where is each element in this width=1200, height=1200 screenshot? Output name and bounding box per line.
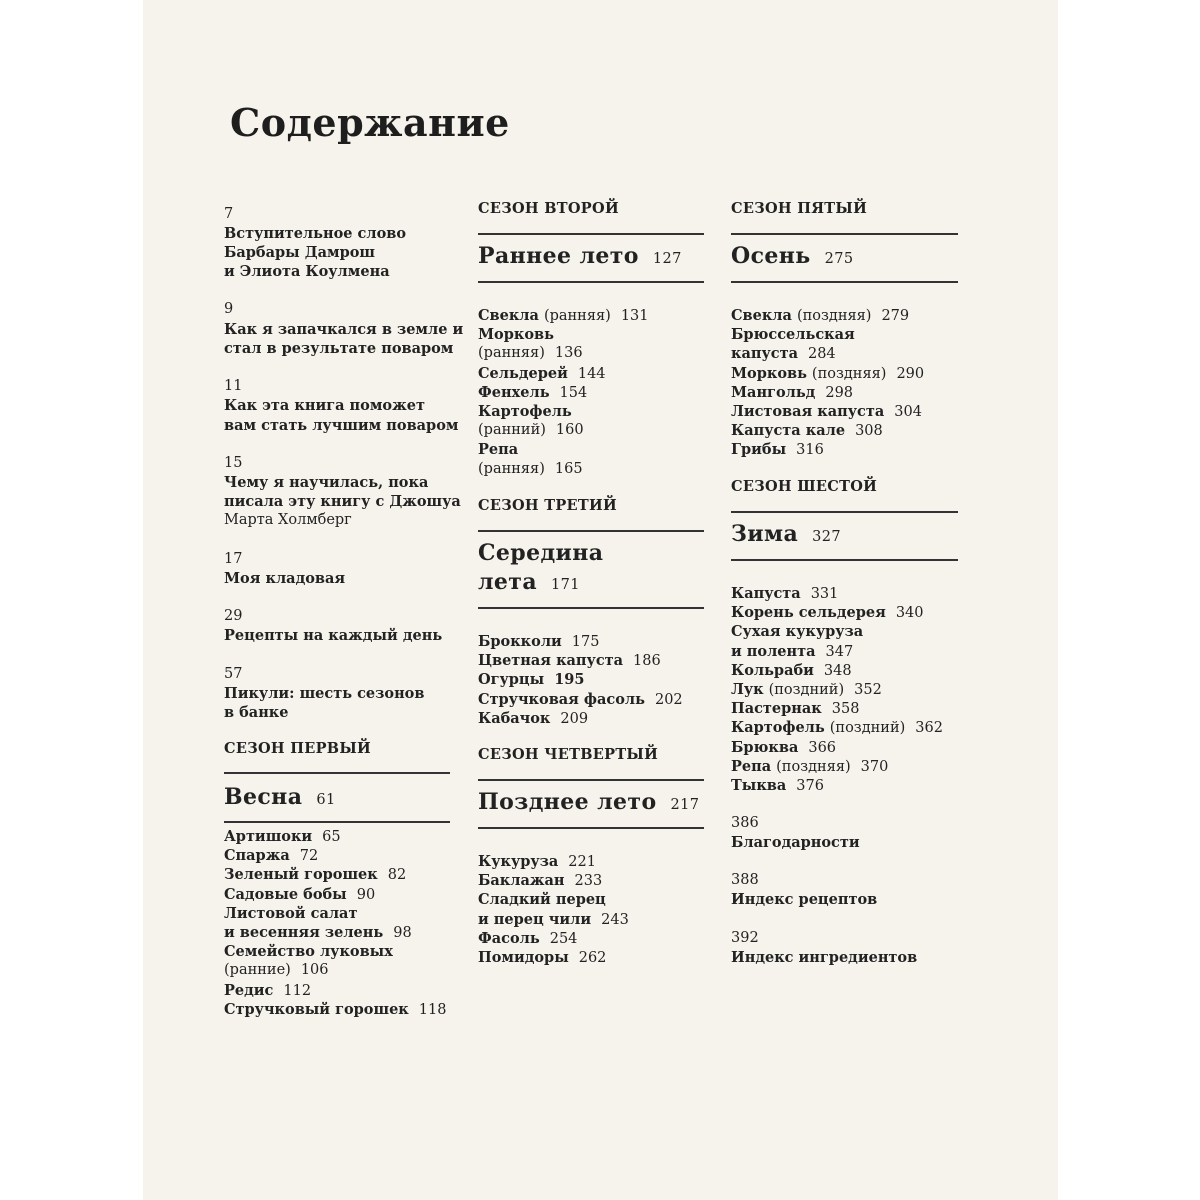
entry-page: 298 <box>825 384 854 401</box>
toc-entry <box>224 885 375 905</box>
entry-title: и перец чили <box>478 910 592 928</box>
toc-entry <box>478 632 599 652</box>
entry-title: Фасоль <box>478 929 540 947</box>
toc-entry <box>478 440 518 460</box>
entry-title: Баклажан <box>478 872 565 890</box>
entry-page: 165 <box>554 460 583 477</box>
divider <box>731 281 958 283</box>
entry-page: 348 <box>823 662 852 679</box>
entry-qualifier: (поздняя) <box>776 758 851 775</box>
toc-entry <box>478 910 629 930</box>
toc-entry <box>224 981 311 1001</box>
entry-page: 186 <box>633 653 661 670</box>
season-page: 61 <box>316 792 336 808</box>
toc-entry <box>478 871 602 891</box>
intro-title: и Элиота Коулмена <box>224 263 390 280</box>
entry-title: и полента <box>731 642 816 660</box>
outro-page: 392 <box>731 930 759 946</box>
toc-entry <box>731 738 836 758</box>
entry-page: 340 <box>895 605 924 622</box>
toc-entry <box>731 325 855 345</box>
entry-page: 175 <box>571 634 600 650</box>
entry-page: 72 <box>299 848 319 865</box>
intro-page: 17 <box>224 551 243 567</box>
entry-page: 90 <box>356 886 376 903</box>
entry-title: капуста <box>731 345 798 363</box>
outro-title: Индекс рецептов <box>731 891 878 908</box>
toc-entry <box>224 904 357 924</box>
divider <box>731 559 958 561</box>
toc-entry <box>478 929 577 949</box>
entry-title: Пастернак <box>731 700 822 718</box>
season-label: СЕЗОН ТРЕТИЙ <box>478 497 617 514</box>
season-page: 127 <box>652 251 682 267</box>
entry-qualifier: (ранние) <box>224 962 291 979</box>
entry-page: 144 <box>577 365 606 382</box>
entry-qualifier: (поздний) <box>829 720 906 737</box>
intro-title: Чему я научилась, пока <box>224 474 429 491</box>
entry-page: 98 <box>393 925 412 941</box>
entry-page: 243 <box>601 911 629 928</box>
entry-title: Цветная капуста <box>478 652 624 670</box>
divider <box>224 821 450 823</box>
intro-page: 15 <box>224 455 243 471</box>
season-name: Осень <box>731 243 811 269</box>
entry-title: Листовая капуста <box>731 403 885 420</box>
toc-entry <box>224 923 412 943</box>
entry-title: Лук <box>731 681 764 698</box>
intro-page: 57 <box>224 666 243 682</box>
entry-qualifier: (поздняя) <box>811 365 887 382</box>
entry-page: 358 <box>831 701 860 718</box>
toc-entry <box>478 670 584 690</box>
toc-entry <box>731 421 883 441</box>
entry-title: Картофель <box>731 719 825 737</box>
intro-title: Барбары Дамрош <box>224 244 375 261</box>
entry-page: 376 <box>796 778 824 794</box>
toc-entry <box>478 948 606 968</box>
entry-title: Зеленый горошек <box>224 866 378 884</box>
entry-page: 284 <box>807 346 836 363</box>
entry-page: 209 <box>560 710 589 727</box>
toc-entry <box>478 460 583 479</box>
divider <box>224 772 450 774</box>
season-name: Зима <box>731 521 799 547</box>
season-page: 275 <box>824 251 854 267</box>
entry-page: 195 <box>554 671 585 689</box>
entry-title: Тыква <box>731 777 787 794</box>
season-heading <box>731 242 853 273</box>
entry-title: Артишоки <box>224 828 313 845</box>
toc-entry <box>478 306 649 326</box>
entry-qualifier: (поздний) <box>768 682 845 698</box>
toc-entry <box>478 709 588 729</box>
entry-title: Сухая кукуруза <box>731 623 864 641</box>
toc-entry <box>731 718 943 738</box>
entry-page: 308 <box>855 423 883 440</box>
season-label: СЕЗОН ПЯТЫЙ <box>731 200 868 217</box>
entry-page: 304 <box>894 404 922 420</box>
entry-page: 347 <box>825 643 854 660</box>
toc-entry <box>224 846 318 866</box>
entry-title: Огурцы <box>478 671 545 689</box>
intro-title: Моя кладовая <box>224 570 346 587</box>
entry-page: 106 <box>300 962 329 979</box>
outro-title: Индекс ингредиентов <box>731 949 918 966</box>
toc-entry <box>731 757 888 777</box>
toc-entry <box>478 890 606 910</box>
entry-title: Садовые бобы <box>224 885 347 903</box>
divider <box>478 827 704 829</box>
entry-page: 202 <box>654 691 683 708</box>
toc-entry <box>224 865 406 885</box>
toc-entry <box>731 383 853 403</box>
toc-entry <box>224 827 341 847</box>
season-heading <box>478 788 699 819</box>
entry-page: 154 <box>559 384 588 401</box>
toc-entry <box>478 651 661 671</box>
season-page: 217 <box>670 797 700 813</box>
season-label: СЕЗОН ПЕРВЫЙ <box>224 740 372 757</box>
season-label: СЕЗОН ВТОРОЙ <box>478 200 619 217</box>
page-title: Содержание <box>230 100 510 145</box>
entry-qualifier: (поздняя) <box>796 308 872 324</box>
toc-entry <box>478 852 596 872</box>
divider <box>478 530 704 532</box>
entry-title: Брокколи <box>478 633 562 650</box>
intro-page: 7 <box>224 206 234 222</box>
toc-entry <box>731 402 922 422</box>
entry-page: 290 <box>896 365 925 382</box>
entry-page: 82 <box>387 867 407 884</box>
divider <box>478 281 704 283</box>
intro-title: писала эту книгу с Джошуа <box>224 493 461 510</box>
season-heading: Середина <box>478 540 604 566</box>
toc-entry <box>731 584 838 604</box>
divider <box>478 607 704 609</box>
toc-entry <box>731 680 882 700</box>
entry-title: Капуста <box>731 585 801 602</box>
entry-title: Сладкий перец <box>478 891 606 909</box>
intro-title: в банке <box>224 704 289 721</box>
entry-title: Капуста кале <box>731 422 846 440</box>
entry-title: Стручковая фасоль <box>478 690 645 708</box>
entry-page: 118 <box>418 1001 447 1018</box>
toc-entry <box>731 661 852 681</box>
entry-page: 352 <box>854 682 882 698</box>
season-name: Позднее лето <box>478 789 657 815</box>
entry-page: 331 <box>810 586 839 602</box>
season-heading <box>478 242 682 273</box>
intro-page: 9 <box>224 301 234 317</box>
toc-entry <box>478 364 606 384</box>
toc-entry <box>731 344 836 364</box>
entry-title: Кольраби <box>731 661 814 679</box>
intro-title: вам стать лучшим поваром <box>224 417 459 434</box>
intro-page: 29 <box>224 608 243 624</box>
entry-title: Фенхель <box>478 383 550 401</box>
entry-title: Морковь <box>478 326 554 344</box>
divider <box>478 233 704 235</box>
toc-entry <box>224 1000 446 1020</box>
entry-page: 221 <box>568 854 596 870</box>
season-name: Весна <box>224 784 303 810</box>
season-page: 171 <box>551 577 580 593</box>
intro-title: Вступительное слово <box>224 225 407 242</box>
entry-page: 65 <box>322 829 341 845</box>
toc-entry <box>731 776 824 796</box>
entry-title: Редис <box>224 981 274 999</box>
intro-title: Пикули: шесть сезонов <box>224 685 425 702</box>
entry-title: Кукуруза <box>478 853 559 870</box>
outro-page: 386 <box>731 815 759 831</box>
toc-entry <box>224 942 393 962</box>
entry-title: и весенняя зелень <box>224 924 384 941</box>
entry-page: 370 <box>860 758 889 775</box>
entry-page: 279 <box>881 308 910 324</box>
entry-title: Свекла <box>478 307 539 324</box>
toc-entry <box>478 325 554 345</box>
entry-page: 254 <box>549 930 578 947</box>
outro-title: Благодарности <box>731 834 860 851</box>
entry-title: Листовой салат <box>224 904 358 922</box>
toc-entry <box>478 383 587 403</box>
entry-title: Семейство луковых <box>224 943 393 961</box>
season-name: Раннее лето <box>478 243 639 269</box>
entry-page: 160 <box>555 422 584 439</box>
entry-page: 233 <box>574 873 603 890</box>
entry-page: 112 <box>283 982 312 999</box>
season-heading <box>224 783 336 814</box>
toc-entry <box>731 699 859 719</box>
intro-title: Как эта книга поможет <box>224 397 425 414</box>
entry-page: 136 <box>554 345 583 362</box>
entry-qualifier: (ранняя) <box>478 460 545 477</box>
entry-title: Сельдерей <box>478 364 568 382</box>
divider <box>478 779 704 781</box>
outro-page: 388 <box>731 872 759 888</box>
entry-title: Грибы <box>731 441 787 459</box>
intro-title: стал в результате поваром <box>224 340 454 357</box>
entry-qualifier: (ранняя) <box>478 345 545 362</box>
entry-page: 362 <box>915 720 943 737</box>
intro-title: Рецепты на каждый день <box>224 627 443 644</box>
entry-title: Брюква <box>731 738 799 756</box>
entry-title: Свекла <box>731 307 792 324</box>
toc-entry <box>731 440 824 460</box>
divider <box>731 233 958 235</box>
entry-qualifier: (ранняя) <box>543 308 611 324</box>
entry-title: Корень сельдерея <box>731 604 886 622</box>
toc-entry <box>731 603 924 623</box>
toc-entry <box>224 961 329 980</box>
entry-page: 262 <box>578 950 607 966</box>
intro-page: 11 <box>224 378 243 394</box>
entry-title: Морковь <box>731 364 807 382</box>
entry-qualifier: (ранний) <box>478 422 546 439</box>
toc-entry <box>731 364 924 384</box>
entry-title: Мангольд <box>731 383 816 401</box>
toc-entry <box>478 690 683 710</box>
entry-title: Стручковый горошек <box>224 1000 409 1018</box>
toc-entry <box>478 402 572 422</box>
season-label: СЕЗОН ШЕСТОЙ <box>731 478 878 495</box>
entry-page: 131 <box>620 308 649 324</box>
season-heading <box>731 520 841 551</box>
toc-entry <box>478 344 583 363</box>
entry-title: Репа <box>478 441 519 459</box>
toc-entry <box>731 622 863 642</box>
entry-title: Репа <box>731 757 772 775</box>
season-heading <box>478 568 580 599</box>
entry-title: Брюссельская <box>731 326 855 344</box>
season-name: лета <box>478 569 537 595</box>
entry-title: Спаржа <box>224 847 290 865</box>
season-label: СЕЗОН ЧЕТВЕРТЫЙ <box>478 746 659 763</box>
entry-title: Картофель <box>478 403 572 420</box>
season-page: 327 <box>812 529 842 545</box>
entry-page: 316 <box>796 442 824 459</box>
divider <box>731 511 958 513</box>
book-page <box>143 0 1058 1200</box>
toc-entry <box>731 306 909 326</box>
intro-author: Марта Холмберг <box>224 512 352 528</box>
entry-page: 366 <box>808 739 837 756</box>
toc-entry <box>731 642 853 662</box>
entry-title: Помидоры <box>478 949 569 966</box>
intro-title: Как я запачкался в земле и <box>224 321 464 338</box>
entry-title: Кабачок <box>478 709 551 727</box>
toc-entry <box>478 421 584 440</box>
